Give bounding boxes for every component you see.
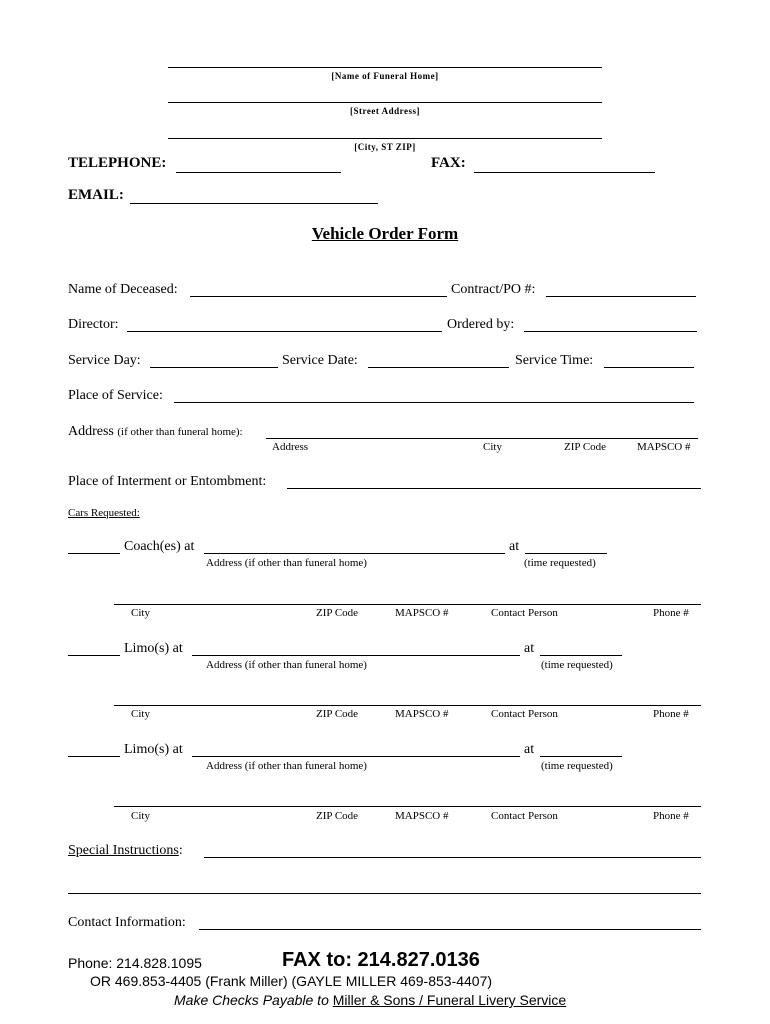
fax-label: FAX:	[431, 155, 466, 171]
telephone-field[interactable]	[176, 172, 341, 173]
contract-po-field[interactable]	[546, 296, 696, 297]
limo1-address-field[interactable]	[192, 655, 520, 656]
ordered-by-label: Ordered by:	[447, 317, 515, 332]
footer-fax: FAX to: 214.827.0136	[282, 949, 480, 971]
coach-details-field[interactable]	[114, 604, 701, 605]
service-date-field[interactable]	[368, 367, 509, 368]
service-date-label: Service Date:	[282, 353, 358, 368]
limo2-col-zip: ZIP Code	[316, 810, 359, 822]
limo2-address-caption: Address (if other than funeral home)	[206, 760, 367, 772]
coach-quantity-field[interactable]	[68, 553, 120, 554]
limo1-col-city: City	[131, 708, 150, 720]
email-label: EMAIL:	[68, 187, 124, 203]
city-state-zip-placeholder: [City, ST ZIP]	[354, 142, 416, 152]
coach-col-mapsco: MAPSCO #	[395, 607, 449, 619]
address-sub-address: Address	[272, 441, 309, 453]
place-of-interment-field[interactable]	[287, 488, 701, 489]
limo2-quantity-field[interactable]	[68, 756, 120, 757]
limo1-details-field[interactable]	[114, 705, 701, 706]
checks-prefix: Make Checks Payable to	[174, 992, 333, 1008]
limo2-col-city: City	[131, 810, 150, 822]
street-address-placeholder: [Street Address]	[350, 106, 420, 116]
limo2-details-field[interactable]	[114, 806, 701, 807]
limo1-col-zip: ZIP Code	[316, 708, 359, 720]
limo2-col-mapsco: MAPSCO #	[395, 810, 449, 822]
service-day-field[interactable]	[150, 367, 278, 368]
city-state-zip-line[interactable]	[168, 138, 602, 139]
name-of-deceased-field[interactable]	[190, 296, 447, 297]
limo1-time-caption: (time requested)	[541, 659, 613, 671]
limo1-label: Limo(s) at	[124, 641, 183, 656]
telephone-label: TELEPHONE:	[68, 155, 167, 171]
footer-checks-payable	[174, 992, 566, 1008]
special-instructions-field[interactable]	[204, 857, 701, 858]
footer-phone: Phone: 214.828.1095	[68, 955, 202, 971]
contact-information-label: Contact Information:	[68, 915, 186, 930]
contact-information-field[interactable]	[199, 929, 701, 930]
funeral-home-name-line[interactable]	[168, 67, 602, 68]
special-instructions-colon: :	[178, 843, 183, 858]
cars-requested-heading: Cars Requested:	[68, 507, 140, 519]
funeral-home-name-placeholder: [Name of Funeral Home]	[331, 71, 439, 81]
address-sub-city: City	[483, 441, 502, 453]
coach-label: Coach(es) at	[124, 539, 195, 554]
fax-field[interactable]	[474, 172, 655, 173]
limo1-at-label: at	[524, 641, 535, 656]
address-label-text: Address	[68, 424, 114, 439]
limo2-address-field[interactable]	[192, 756, 520, 757]
coach-time-caption: (time requested)	[524, 557, 596, 569]
checks-payee: Miller & Sons / Funeral Livery Service	[332, 992, 567, 1008]
limo2-label: Limo(s) at	[124, 742, 183, 757]
form-title: Vehicle Order Form	[311, 224, 459, 243]
ordered-by-field[interactable]	[524, 331, 697, 332]
limo2-at-label: at	[524, 742, 535, 757]
name-of-deceased-label: Name of Deceased:	[68, 282, 178, 297]
footer-alt-phone: OR 469.853-4405 (Frank Miller) (GAYLE MILLER 469-853-4407)	[90, 973, 493, 989]
limo1-col-mapsco: MAPSCO #	[395, 708, 449, 720]
limo1-time-field[interactable]	[540, 655, 622, 656]
limo1-col-phone: Phone #	[653, 708, 689, 720]
place-of-service-field[interactable]	[174, 402, 694, 403]
email-field[interactable]	[130, 203, 378, 204]
director-field[interactable]	[127, 331, 442, 332]
special-instructions-line-2[interactable]	[68, 893, 701, 894]
coach-time-field[interactable]	[525, 553, 607, 554]
limo1-col-contact: Contact Person	[491, 708, 558, 720]
address-note: (if other than funeral home):	[117, 426, 243, 438]
service-time-label: Service Time:	[515, 353, 594, 368]
limo1-address-caption: Address (if other than funeral home)	[206, 659, 367, 671]
director-label: Director:	[68, 317, 119, 332]
address-label	[68, 424, 243, 440]
service-day-label: Service Day:	[68, 353, 141, 368]
coach-address-field[interactable]	[204, 553, 505, 554]
limo1-quantity-field[interactable]	[68, 655, 120, 656]
coach-col-contact: Contact Person	[491, 607, 558, 619]
alt-address-field[interactable]	[266, 438, 698, 439]
limo2-col-contact: Contact Person	[491, 810, 558, 822]
coach-at-label: at	[509, 539, 520, 554]
coach-col-zip: ZIP Code	[316, 607, 359, 619]
special-instructions-text: Special Instructions	[68, 843, 179, 858]
coach-col-phone: Phone #	[653, 607, 689, 619]
contract-po-label: Contract/PO #:	[451, 282, 536, 297]
limo2-time-field[interactable]	[540, 756, 622, 757]
place-of-interment-label: Place of Interment or Entombment:	[68, 474, 267, 489]
street-address-line[interactable]	[168, 102, 602, 103]
address-sub-mapsco: MAPSCO #	[637, 441, 691, 453]
coach-address-caption: Address (if other than funeral home)	[206, 557, 367, 569]
service-time-field[interactable]	[604, 367, 694, 368]
place-of-service-label: Place of Service:	[68, 388, 163, 403]
special-instructions-label	[68, 843, 183, 859]
limo2-time-caption: (time requested)	[541, 760, 613, 772]
coach-col-city: City	[131, 607, 150, 619]
limo2-col-phone: Phone #	[653, 810, 689, 822]
address-sub-zip: ZIP Code	[564, 441, 607, 453]
